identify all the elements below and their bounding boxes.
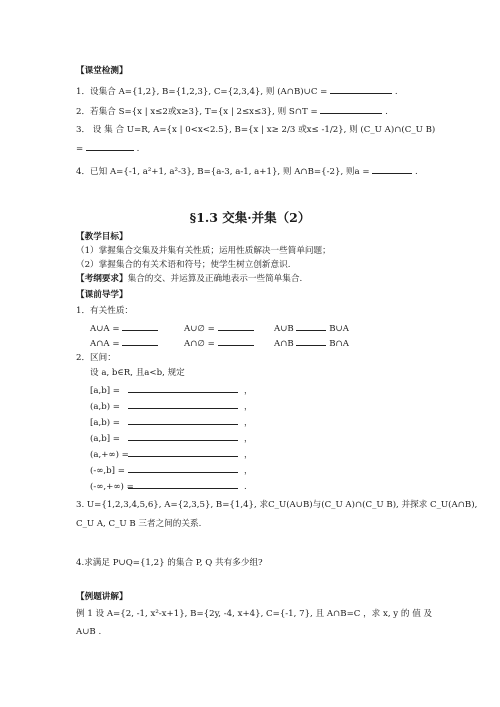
interval-tail: . [244, 482, 247, 492]
property-label: A∩A = [90, 339, 120, 349]
preview-question-3-continued: C_U A, C_U B 三者之间的关系. [76, 519, 202, 529]
interval-all-reals [90, 480, 247, 493]
property-intersect-empty [184, 337, 254, 350]
interval-a-to-infinity [90, 448, 253, 461]
interval-tail: ， [244, 450, 253, 460]
check-q2-end: . [385, 107, 388, 117]
answer-blank [320, 105, 382, 114]
examples-header: 【例题讲解】 [76, 592, 128, 602]
check-q2-text: 2．若集合 S={x | x≤2或x≥3}, T={x | 2≤x≤3}, 则 S∩T = [76, 107, 318, 117]
answer-blank [218, 337, 254, 346]
preview-question-4: 4.求满足 P∪Q={1,2} 的集合 P, Q 共有多少组? [76, 558, 263, 568]
interval-label: (a,+∞) = [90, 450, 129, 460]
check-question-1 [76, 85, 398, 98]
interval-label: (a,b) = [90, 402, 120, 412]
check-question-3: 3． 设 集 合 U=R, A={x | 0<x<2.5}, B={x | x≥ 2/3 或x≤ -1/2}, 则 (C_U A)∩(C_U B) [76, 125, 436, 135]
property-intersect-commute [274, 337, 349, 350]
check-q4-text: 4．已知 A={-1, a²+1, a²-3}, B={a-3, a-1, a+1}, 则 A∩B={-2}, 则a = [76, 167, 370, 177]
interval-tail: ， [244, 402, 253, 412]
answer-blank [122, 322, 158, 331]
property-union-empty [184, 322, 254, 335]
check-q4-end: . [415, 167, 418, 177]
exam-req-text: 集合的交、并运算及正确地表示一些简单集合. [127, 274, 303, 284]
check-q1-text: 1．设集合 A={1,2}, B={1,2,3}, C={2,3,4}, 则 (A∩B)∪C = [76, 87, 328, 97]
answer-blank [128, 448, 238, 457]
property-label: A∩B [274, 339, 294, 349]
answer-blank [122, 337, 158, 346]
property-label: A∩∅ = [184, 339, 215, 349]
objective-item-1: （1）掌握集合交集及并集有关性质；运用性质解决一些简单问题； [76, 246, 331, 256]
answer-blank [330, 85, 392, 94]
answer-blank [128, 384, 238, 393]
section-title: §1.3 交集·并集（2） [189, 210, 311, 225]
answer-blank [296, 337, 326, 346]
interval-label: [a,b) = [90, 418, 120, 428]
check-q3-cont: = [76, 144, 84, 154]
answer-blank [128, 480, 238, 489]
answer-blank [218, 322, 254, 331]
interval-label: [a,b] = [90, 386, 120, 396]
property-union-commute [274, 322, 349, 335]
interval-tail: ， [244, 418, 253, 428]
interval-label: (-∞,b] = [90, 466, 125, 476]
exam-req-header: 【考纲要求】 [76, 274, 128, 284]
preview-header: 【课前导学】 [76, 290, 128, 300]
property-label: A∪B [274, 324, 294, 334]
check-question-2 [76, 105, 388, 118]
interval-open [90, 400, 253, 413]
interval-label: (-∞,+∞) = [90, 482, 134, 492]
interval-closed [90, 384, 253, 397]
answer-blank [128, 400, 238, 409]
answer-blank [128, 464, 238, 473]
answer-blank [372, 165, 412, 174]
answer-blank [296, 322, 326, 331]
interval-tail: ， [244, 434, 253, 444]
objective-item-2: （2）掌握集合的有关术语和符号；使学生树立创新意识. [76, 260, 291, 270]
check-q3-end: . [136, 144, 140, 154]
preview-q2-label: 2．区间： [76, 353, 116, 363]
property-label: B∪A [329, 324, 349, 334]
example-1-continued: A∪B . [76, 627, 102, 637]
example-1: 例 1 设 A={2, -1, x²-x+1}, B={2y, -4, x+4}, C={-1, 7}, 且 A∩B=C ，求 x, y 的 值 及 [76, 609, 433, 619]
property-label: A∪A = [90, 324, 120, 334]
answer-blank [86, 142, 134, 151]
interval-intro: 设 a, b∈R, 且a<b, 规定 [90, 368, 185, 378]
interval-open-closed [90, 432, 253, 445]
preview-q1-label: 1．有关性质： [76, 306, 134, 316]
answer-blank [128, 416, 238, 425]
property-union-self [90, 322, 158, 335]
classroom-check-header: 【课堂检测】 [76, 66, 128, 76]
interval-label: (a,b] = [90, 434, 120, 444]
check-question-4 [76, 165, 418, 178]
exam-requirements [76, 274, 302, 285]
preview-question-3: 3. U={1,2,3,4,5,6}, A={2,3,5}, B={1,4}, 求C_U(A∪B)与(C_U A)∩(C_U B), 并探求 C_U(A∩B), [76, 500, 478, 510]
answer-blank [128, 432, 238, 441]
check-question-3-continued [76, 142, 139, 155]
interval-tail: ， [244, 466, 253, 476]
interval-tail: ， [244, 386, 253, 396]
objectives-header: 【教学目标】 [76, 232, 128, 242]
property-intersect-self [90, 337, 158, 350]
interval-minus-infinity-to-b [90, 464, 253, 477]
property-label: B∩A [329, 339, 349, 349]
interval-closed-open [90, 416, 253, 429]
property-label: A∪∅ = [184, 324, 215, 334]
check-q1-end: . [394, 87, 398, 97]
